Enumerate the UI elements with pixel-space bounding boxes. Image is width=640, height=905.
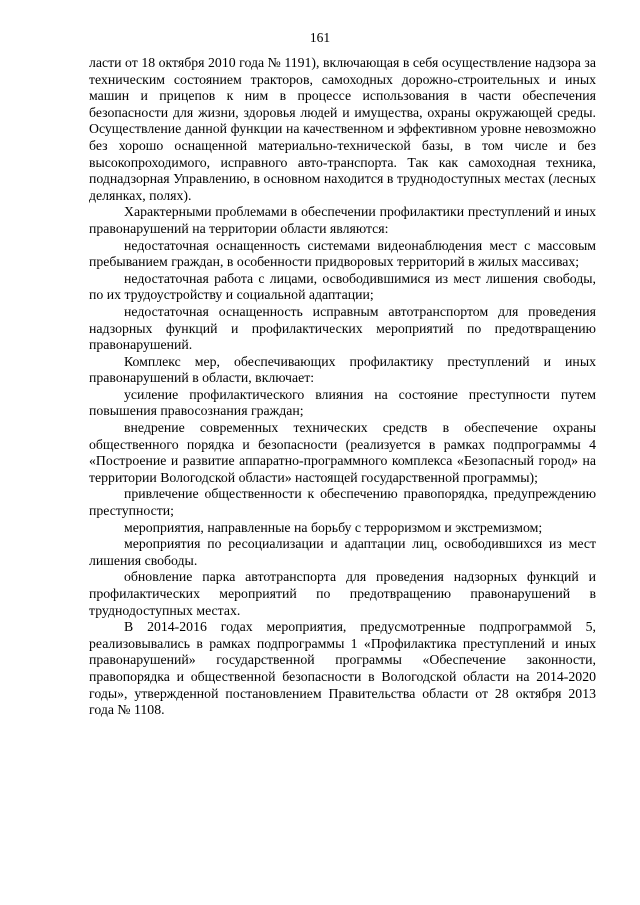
document-body [89,55,596,719]
paragraph-2014-2016: В 2014-2016 годах мероприятия, предусмотренные подпрограммой 5, реализовывались в рамках подпрограммы 1 «Профилактика преступлений и иных правонарушений» государственной программы «Обеспечение законности, правопорядка и общественной безопасности в Вологодской области на 2014-2020 годы», утвержденной постановлением Правительства области от 28 октября 2013 года № 1108. [89,619,596,718]
page-number: 161 [309,30,331,45]
list-item-released-persons: недостаточная работа с лицами, освободившимися из мест лишения свободы, по их трудоустройству и социальной адаптации; [89,270,596,303]
paragraph-continued: ласти от 18 октября 2010 года № 1191), включающая в себя осуществление надзора за техническим состоянием тракторов, самоходных дорожно-строительных и иных машин и прицепов к ним в процессе использования в части обеспечения безопасности для жизни, здоровья людей и имущества, охраны окружающей среды. Осуществление данной функции на качественном и эффективном уровне невозможно без хорошо оснащенной материально-технической базы, в том числе и без высокопроходимого, исправного авто-транспорта. Так как самоходная техника, поднадзорная Управлению, в основном находится в труднодоступных местах (лесных делянках, полях). [89,55,596,203]
list-item-legal-awareness: усиление профилактического влияния на состояние преступности путем повышения правосознания граждан; [89,386,596,419]
list-item-resocialization: мероприятия по ресоциализации и адаптации лиц, освободившихся из мест лишения свободы. [89,536,596,568]
paragraph-problems-intro: Характерными проблемами в обеспечении профилактики преступлений и иных правонарушений на территории области являются: [89,204,596,236]
list-item-fleet-renewal: обновление парка автотранспорта для проведения надзорных функций и профилактических мероприятий по предотвращению правонарушений в труднодоступных местах. [89,569,596,618]
list-item-public-involvement: привлечение общественности к обеспечению правопорядка, предупреждению преступности; [89,486,596,519]
list-item-video-surveillance: недостаточная оснащенность системами видеонаблюдения мест с массовым пребыванием граждан, в особенности придворовых территорий в жилых массивах; [89,237,596,270]
list-item-counter-terrorism: мероприятия, направленные на борьбу с терроризмом и экстремизмом; [124,519,543,535]
list-item-technical-means: внедрение современных технических средств в обеспечение охраны общественного порядка и безопасности (реализуется в рамках подпрограммы 4 «Построение и развитие аппаратно-программного комплекса «Безопасный город» на территории Вологодской области» настоящей государственной программы); [89,420,596,485]
list-item-transport-shortage: недостаточная оснащенность исправным автотранспортом для проведения надзорных функций и профилактических мероприятий по предотвращению правонарушений. [89,303,596,353]
paragraph-measures-intro: Комплекс мер, обеспечивающих профилактику преступлений и иных правонарушений в области, включает: [89,353,596,386]
